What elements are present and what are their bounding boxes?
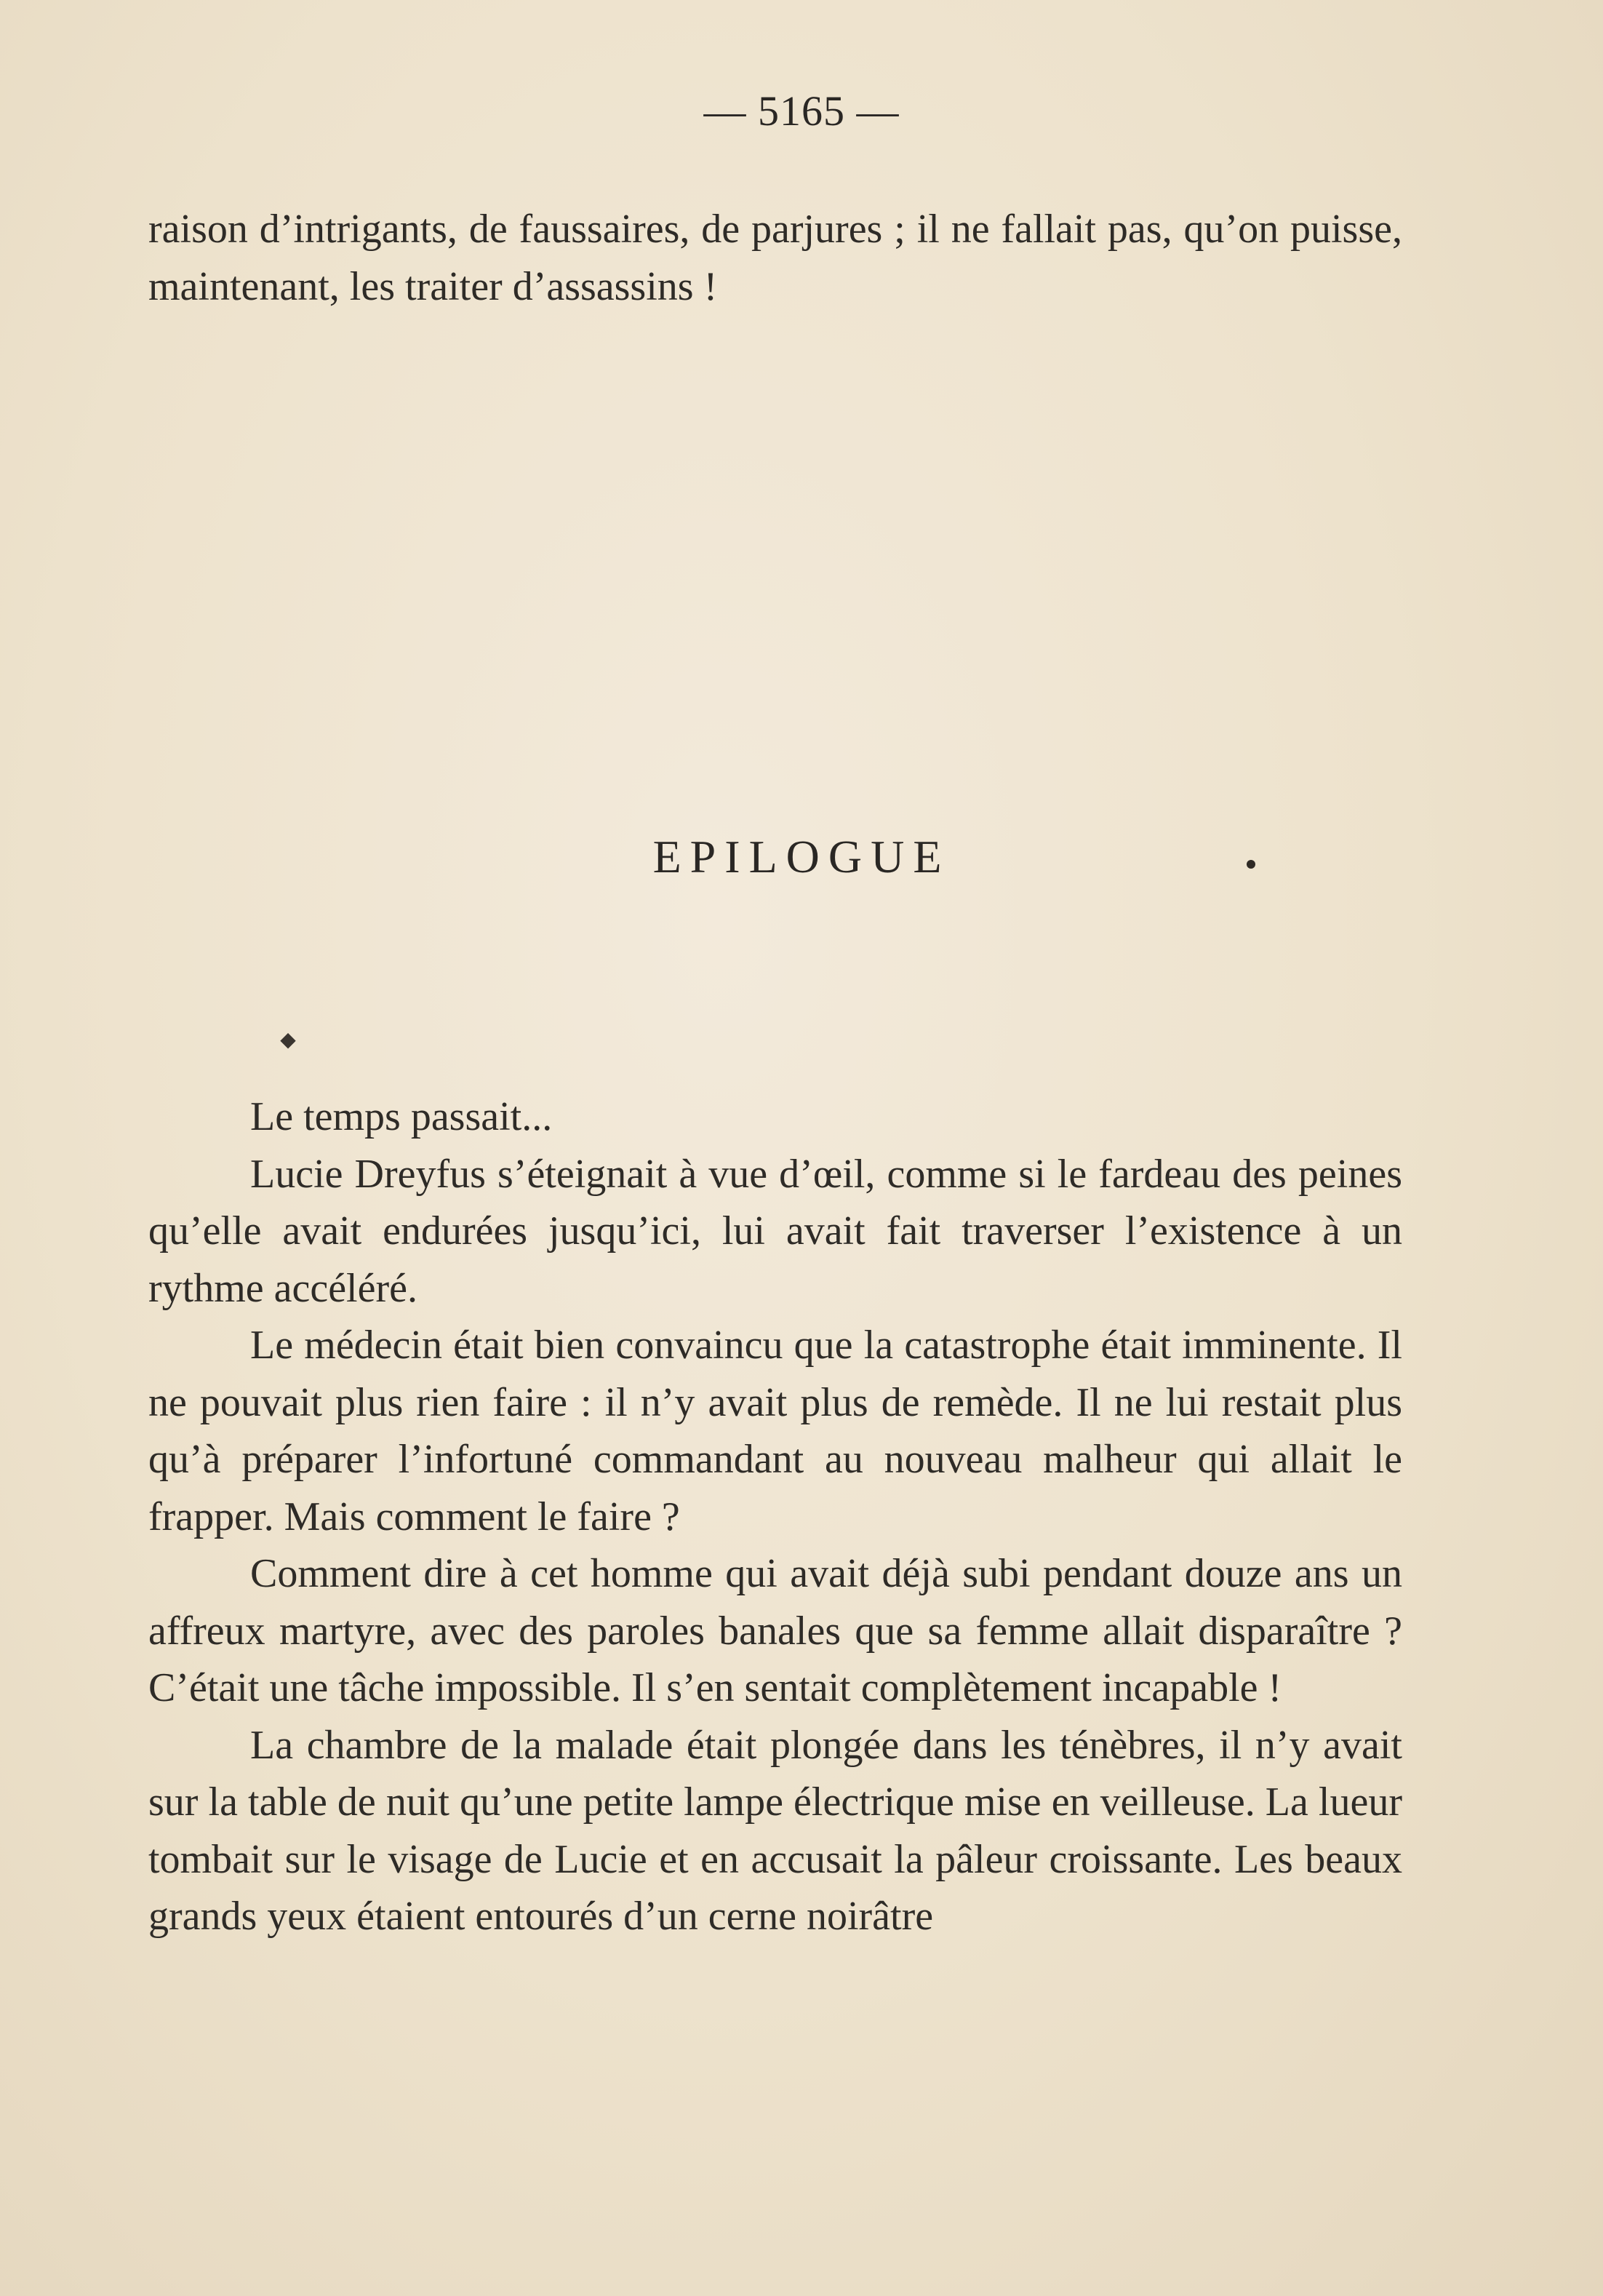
epilogue-heading: EPILOGUE (652, 831, 951, 882)
body-paragraph-5: La chambre de la malade était plongée dans les ténèbres, il n’y avait sur la table de nuit qu’une petite lampe électrique mise en veilleuse. La lueur tombait sur le visage de Lucie et en accusait la pâleur croissante. Les beaux grands yeux étaient entourés d’un cerne noirâtre (148, 1722, 1402, 1939)
body-paragraph-2: Lucie Dreyfus s’éteignait à vue d’œil, comme si le fardeau des peines qu’elle avait endurées jusqu’ici, lui avait fait traverser l’existence à un rythme accéléré. (148, 1151, 1402, 1311)
body-paragraph-3: Le médecin était bien convaincu que la catastrophe était imminente. Il ne pouvait plus rien faire : il n’y avait plus de remède. Il ne lui restait plus qu’à préparer l’infortuné commandant au nouveau malheur qui allait le frapper. Mais comment le faire ? (148, 1323, 1402, 1539)
page-number: — 5165 — (703, 87, 900, 135)
epilogue-body (148, 1088, 1402, 1945)
body-paragraph-4: Comment dire à cet homme qui avait déjà subi pendant douze ans un affreux martyre, avec des paroles banales que sa femme allait disparaître ? C’était une tâche impossible. Il s’en sentait complètement incapable ! (148, 1551, 1402, 1710)
opening-text (148, 201, 1402, 315)
body-paragraph-1: Le temps passait... (250, 1094, 553, 1139)
diamond-ornament-icon: ◆ (280, 1029, 296, 1051)
ink-speck-dot (1247, 860, 1255, 869)
opening-paragraph: raison d’intrigants, de faussaires, de parjures ; il ne fallait pas, qu’on puisse, maintenant, les traiter d’assassins ! (148, 207, 1402, 309)
